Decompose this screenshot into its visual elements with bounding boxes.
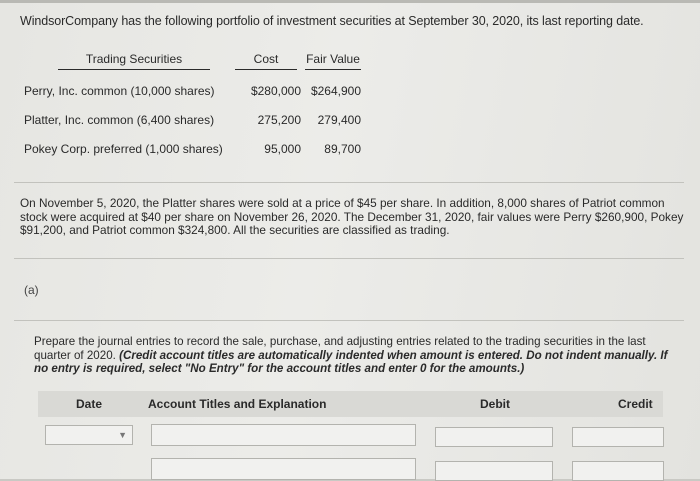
part-label: (a): [24, 283, 39, 297]
securities-table: [18, 46, 363, 163]
security-fair-value: 279,400: [317, 113, 361, 127]
instructions-main: Prepare the journal entries to record the sale, purchase, and adjusting entries related to the trading securities in the last quarter of 2020.: [34, 335, 646, 362]
security-cost: 275,200: [257, 113, 301, 127]
header-cost: Cost: [235, 52, 297, 70]
credit-input[interactable]: [572, 461, 664, 481]
date-select[interactable]: [45, 425, 133, 445]
security-name: Pokey Corp. preferred (1,000 shares): [24, 142, 223, 156]
security-fair-value: $264,900: [310, 84, 361, 98]
intro-text: WindsorCompany has the following portfolio of investment securities at September 30, 2020, its last reporting date.: [20, 14, 644, 28]
security-name: Perry, Inc. common (10,000 shares): [24, 84, 215, 98]
header-fair-value: Fair Value: [305, 52, 361, 70]
instructions-note: (Credit account titles are automatically indented when amount is entered. Do not indent manually. If no entry is required, select "No Entry" for the account titles and enter 0 for the amounts.): [34, 348, 668, 375]
security-fair-value: 89,700: [324, 142, 361, 156]
problem-paragraph: On November 5, 2020, the Platter shares were sold at a price of $45 per share. In addition, 8,000 shares of Patriot common stock were acquired at $40 per share on November 26, 2020. The December 31, 2020, fair values were Perry $260,900, Pokey $91,200, and Patriot common $324,800. All the securities are classified as trading.: [20, 196, 684, 237]
account-title-input[interactable]: [151, 458, 416, 480]
account-title-input[interactable]: [151, 424, 416, 446]
header-date: Date: [76, 397, 103, 411]
journal-header: [38, 391, 663, 417]
table-row: [18, 76, 363, 105]
section-divider: [14, 258, 684, 259]
debit-input[interactable]: [435, 427, 553, 447]
table-row: [18, 134, 363, 163]
header-debit: Debit: [480, 397, 510, 411]
section-divider: [14, 182, 684, 183]
debit-input[interactable]: [435, 461, 553, 481]
instructions: [34, 335, 684, 376]
table-row: [18, 105, 363, 134]
header-account-titles: Account Titles and Explanation: [148, 397, 327, 411]
header-credit: Credit: [618, 397, 653, 411]
securities-header-row: [18, 46, 363, 76]
security-cost: $280,000: [250, 84, 301, 98]
security-name: Platter, Inc. common (6,400 shares): [24, 113, 215, 127]
credit-input[interactable]: [572, 427, 664, 447]
section-divider: [14, 320, 684, 321]
top-rule: [0, 0, 700, 3]
security-cost: 95,000: [264, 142, 301, 156]
chevron-down-icon: ▼: [118, 430, 127, 440]
header-trading-securities: Trading Securities: [58, 52, 210, 70]
